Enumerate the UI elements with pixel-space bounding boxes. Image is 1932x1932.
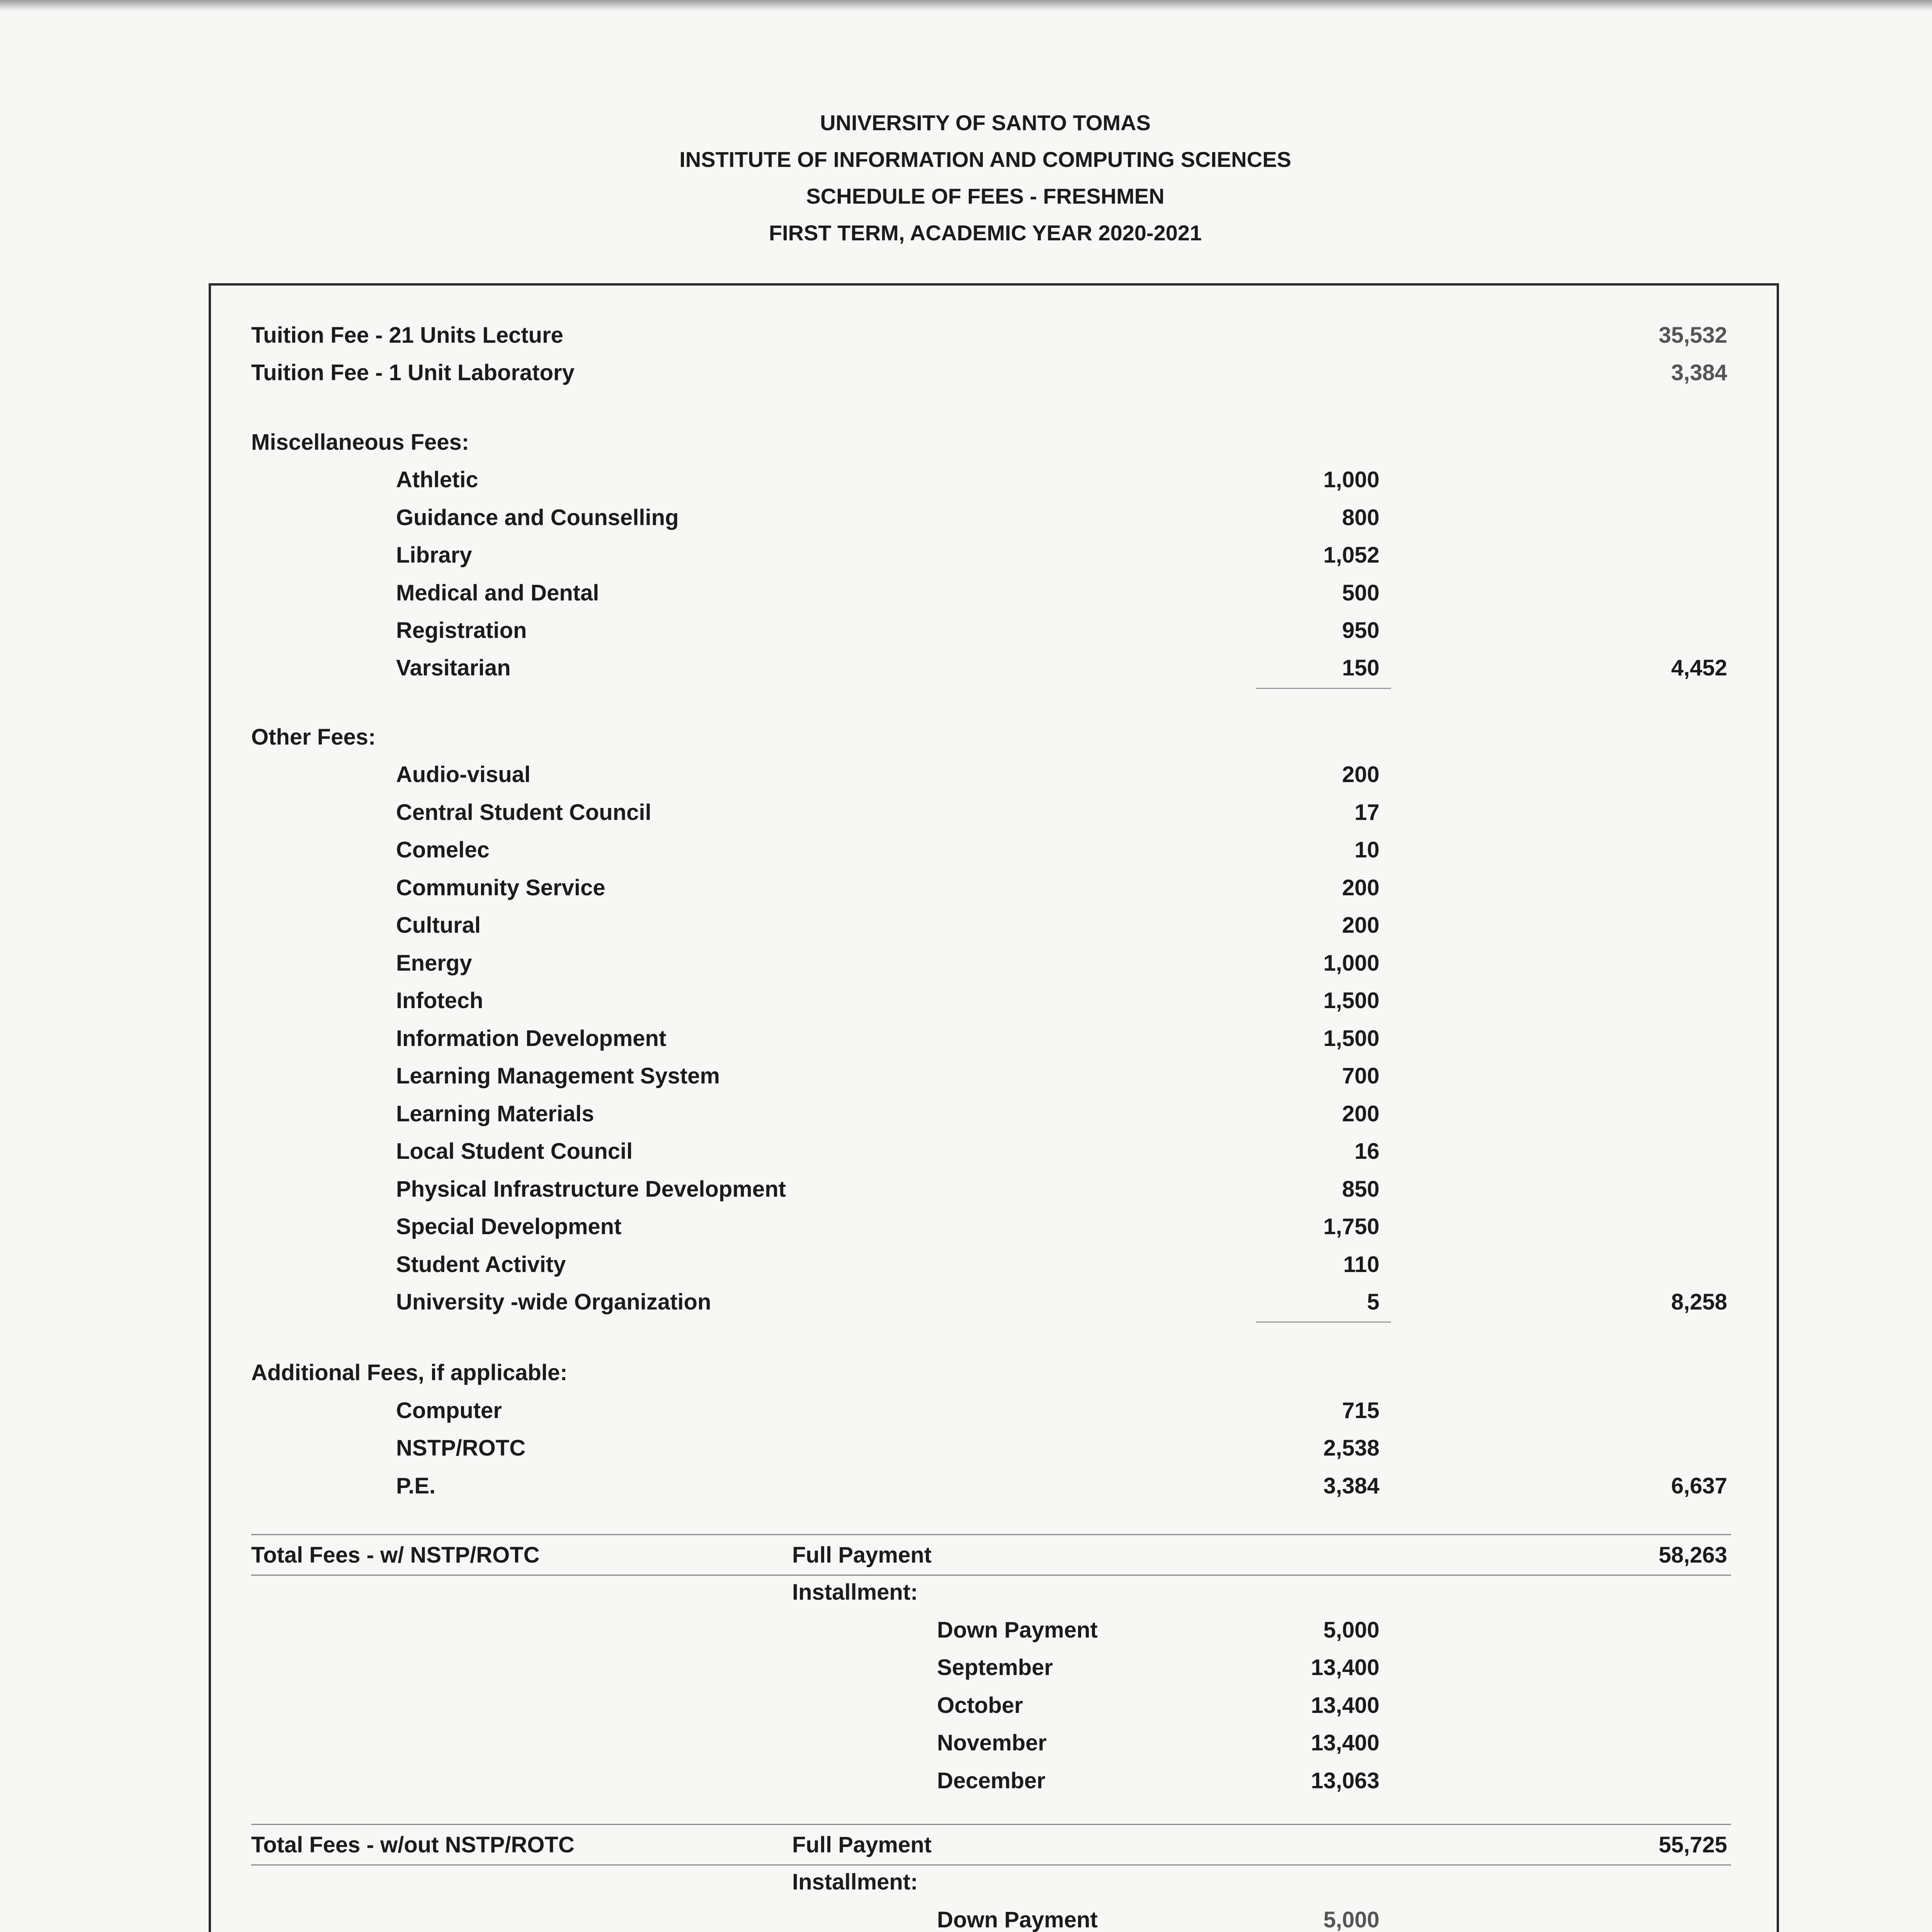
- other-item-name: Learning Materials: [396, 1101, 594, 1126]
- without-nstp-installment-amount: 5,000: [1323, 1907, 1379, 1932]
- section-rule: [251, 1534, 1731, 1535]
- other-item-amount: 1,750: [1323, 1214, 1379, 1239]
- misc-item-name: Registration: [396, 618, 527, 643]
- institute-name: INSTITUTE OF INFORMATION AND COMPUTING SCIENCES: [679, 147, 1291, 172]
- misc-item-name: Athletic: [396, 467, 478, 492]
- misc-item-name: Library: [396, 543, 472, 568]
- other-item-name: Comelec: [396, 837, 490, 862]
- other-item-amount: 200: [1342, 762, 1379, 787]
- other-subtotal-rule: [1256, 1321, 1391, 1323]
- other-item-amount: 17: [1354, 800, 1379, 825]
- misc-item-amount: 500: [1342, 580, 1379, 605]
- misc-heading: Miscellaneous Fees:: [251, 430, 469, 455]
- additional-item-amount: 3,384: [1323, 1473, 1379, 1498]
- misc-subtotal-rule: [1256, 688, 1391, 689]
- with-nstp-label: Total Fees - w/ NSTP/ROTC: [251, 1543, 540, 1568]
- misc-item-amount: 950: [1342, 618, 1379, 643]
- with-nstp-installment-amount: 13,400: [1311, 1693, 1379, 1718]
- tuition-lab-total: 3,384: [1671, 360, 1727, 385]
- other-item-name: Special Development: [396, 1214, 622, 1239]
- without-nstp-installment-name: Down Payment: [937, 1907, 1098, 1932]
- section-rule: [251, 1575, 1731, 1576]
- other-item-amount: 850: [1342, 1177, 1379, 1202]
- additional-item-name: P.E.: [396, 1473, 436, 1498]
- other-item-amount: 1,500: [1323, 1026, 1379, 1051]
- other-item-name: Information Development: [396, 1026, 667, 1051]
- with-nstp-installment-name: December: [937, 1768, 1046, 1793]
- other-item-amount: 10: [1354, 837, 1379, 862]
- additional-item-name: NSTP/ROTC: [396, 1435, 526, 1461]
- with-nstp-installment-name: October: [937, 1693, 1023, 1718]
- other-item-amount: 16: [1354, 1139, 1379, 1164]
- with-nstp-installment-amount: 13,400: [1311, 1655, 1379, 1680]
- additional-heading: Additional Fees, if applicable:: [251, 1360, 568, 1385]
- misc-item-name: Guidance and Counselling: [396, 505, 679, 530]
- misc-item-amount: 150: [1342, 655, 1379, 680]
- other-item-amount: 200: [1342, 1101, 1379, 1126]
- other-item-amount: 1,000: [1323, 951, 1379, 976]
- other-item-name: Audio-visual: [396, 762, 531, 787]
- without-nstp-full-payment: 55,725: [1658, 1832, 1727, 1857]
- with-nstp-installment-name: September: [937, 1655, 1053, 1680]
- without-nstp-label: Total Fees - w/out NSTP/ROTC: [251, 1832, 575, 1857]
- additional-item-amount: 2,538: [1323, 1435, 1379, 1461]
- with-nstp-full-payment-label: Full Payment: [792, 1543, 932, 1568]
- other-item-name: University -wide Organization: [396, 1289, 711, 1315]
- other-item-name: Physical Infrastructure Development: [396, 1177, 786, 1202]
- other-item-amount: 700: [1342, 1063, 1379, 1088]
- additional-item-amount: 715: [1342, 1398, 1379, 1423]
- tuition-lecture-label: Tuition Fee - 21 Units Lecture: [251, 323, 563, 348]
- without-nstp-installment-label: Installment:: [792, 1869, 918, 1895]
- other-item-name: Community Service: [396, 875, 605, 900]
- misc-item-name: Varsitarian: [396, 655, 511, 680]
- other-total: 8,258: [1671, 1289, 1727, 1315]
- misc-item-name: Medical and Dental: [396, 580, 599, 605]
- misc-total: 4,452: [1671, 655, 1727, 680]
- university-name: UNIVERSITY OF SANTO TOMAS: [820, 111, 1151, 135]
- misc-item-amount: 1,000: [1323, 467, 1379, 492]
- tuition-lecture-total: 35,532: [1658, 323, 1727, 348]
- section-rule: [251, 1864, 1731, 1866]
- with-nstp-installment-label: Installment:: [792, 1580, 918, 1605]
- with-nstp-installment-name: Down Payment: [937, 1617, 1098, 1643]
- misc-item-amount: 800: [1342, 505, 1379, 530]
- other-item-name: Central Student Council: [396, 800, 651, 825]
- scan-edge-top: [0, 0, 1932, 12]
- additional-total: 6,637: [1671, 1473, 1727, 1498]
- with-nstp-installment-amount: 13,063: [1311, 1768, 1379, 1793]
- section-rule: [251, 1824, 1731, 1825]
- other-item-name: Energy: [396, 951, 472, 976]
- other-item-amount: 110: [1343, 1252, 1379, 1277]
- other-item-name: Infotech: [396, 988, 483, 1013]
- other-item-amount: 200: [1342, 913, 1379, 938]
- term-title: FIRST TERM, ACADEMIC YEAR 2020-2021: [769, 221, 1202, 245]
- other-item-name: Student Activity: [396, 1252, 566, 1277]
- with-nstp-installment-name: November: [937, 1730, 1047, 1755]
- other-item-amount: 200: [1342, 875, 1379, 900]
- with-nstp-installment-amount: 13,400: [1311, 1730, 1379, 1755]
- misc-item-amount: 1,052: [1323, 543, 1379, 568]
- document-header: [0, 104, 1932, 251]
- tuition-lab-label: Tuition Fee - 1 Unit Laboratory: [251, 360, 575, 385]
- other-item-amount: 1,500: [1323, 988, 1379, 1013]
- other-heading: Other Fees:: [251, 724, 376, 750]
- schedule-title: SCHEDULE OF FEES - FRESHMEN: [806, 184, 1165, 208]
- additional-item-name: Computer: [396, 1398, 502, 1423]
- with-nstp-installment-amount: 5,000: [1323, 1617, 1379, 1643]
- other-item-name: Local Student Council: [396, 1139, 633, 1164]
- without-nstp-full-payment-label: Full Payment: [792, 1832, 932, 1857]
- other-item-amount: 5: [1367, 1289, 1379, 1315]
- other-item-name: Cultural: [396, 913, 481, 938]
- other-item-name: Learning Management System: [396, 1063, 720, 1088]
- with-nstp-full-payment: 58,263: [1658, 1543, 1727, 1568]
